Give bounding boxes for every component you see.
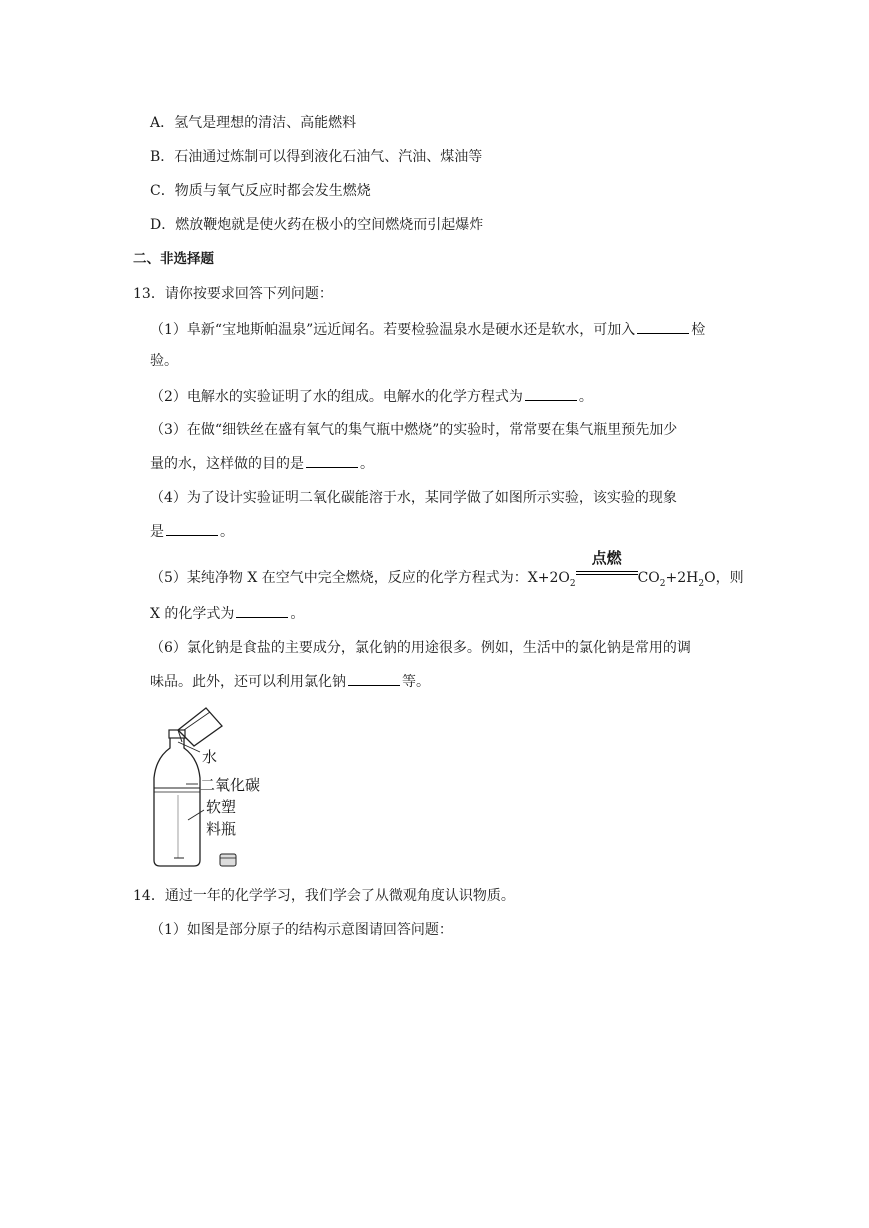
label-water: 水: [202, 748, 218, 766]
q13-stem: 13．请你按要求回答下列问题：: [133, 286, 333, 302]
q13-part6-cont: 味品。此外，还可以利用氯化钠 等。: [150, 671, 430, 692]
q13-part3-cont: 量的水，这样做的目的是 。: [150, 453, 374, 474]
q13-part4: （4）为了设计实验证明二氧化碳能溶于水，某同学做了如图所示实验，该实验的现象: [150, 490, 677, 506]
option-d: D．燃放鞭炮就是使火药在极小的空间燃烧而引起爆炸: [150, 217, 484, 233]
q13-part5: （5）某纯净物 X 在空气中完全燃烧，反应的化学方程式为：$X+2O_2$ 点燃 $CO_2+2H_2O$，则: [150, 549, 744, 589]
q13-part5-cont: X 的化学式为 。: [150, 603, 304, 624]
answer-blank: [525, 386, 577, 401]
q13-part1-cont: 验。: [150, 353, 178, 369]
answer-blank: [166, 521, 218, 536]
answer-blank: [348, 671, 400, 686]
option-a: A．氢气是理想的清洁、高能燃料: [150, 115, 357, 131]
q13-part1: （1）阜新“宝地斯帕温泉”远近闻名。若要检验温泉水是硬水还是软水，可加入 检: [150, 319, 705, 340]
q13-part2: （2）电解水的实验证明了水的组成。电解水的化学方程式为 。: [150, 386, 593, 407]
section-heading: 二、非选择题: [133, 251, 214, 267]
q14-stem: 14．通过一年的化学学习，我们学会了从微观角度认识物质。: [133, 888, 515, 904]
label-bottle-line2: 料瓶: [206, 820, 237, 838]
answer-blank: [637, 319, 689, 334]
label-co2: 二氧化碳: [200, 776, 261, 794]
option-b: B．石油通过炼制可以得到液化石油气、汽油、煤油等: [150, 149, 483, 165]
answer-blank: [306, 453, 358, 468]
bottle-cap-icon: [220, 854, 236, 866]
label-bottle-line1: 软塑: [206, 798, 237, 816]
reaction-condition-arrow: 点燃: [576, 562, 638, 582]
q13-part4-cont: 是 。: [150, 521, 234, 542]
co2-bottle-figure: [148, 700, 278, 872]
answer-blank: [236, 603, 288, 618]
option-c: C．物质与氧气反应时都会发生燃烧: [150, 183, 371, 199]
q13-part3: （3）在做“细铁丝在盛有氧气的集气瓶中燃烧”的实验时，常常要在集气瓶里预先加少: [150, 422, 678, 438]
q13-part6: （6）氯化钠是食盐的主要成分，氯化钠的用途很多。例如，生活中的氯化钠是常用的调: [150, 640, 691, 656]
plastic-bottle-icon: [154, 730, 200, 866]
q14-part1: （1）如图是部分原子的结构示意图请回答问题：: [150, 922, 453, 938]
